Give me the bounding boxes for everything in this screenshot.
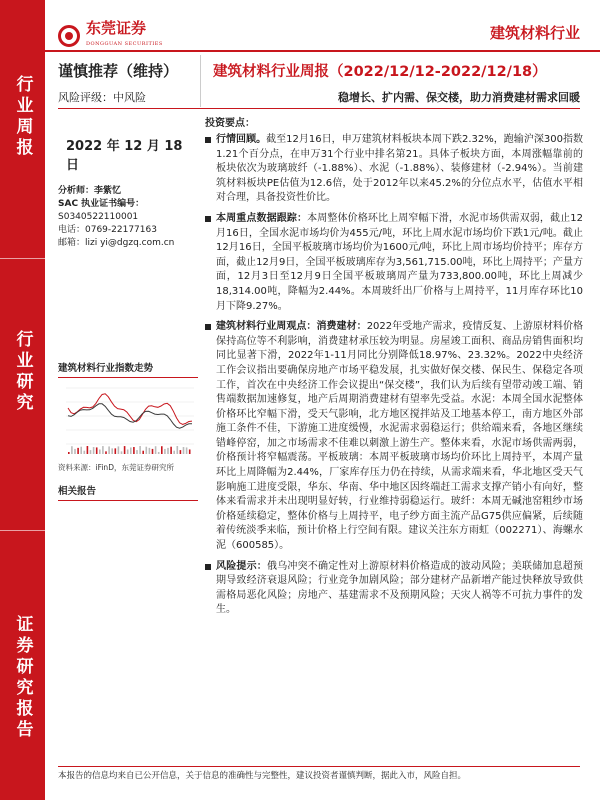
bullet-text: [216, 133, 583, 206]
chart-volume-bar: [124, 446, 126, 454]
analyst-name: [58, 185, 198, 198]
bullet-body: 截至12月16日，申万建筑材料板块本周下跌2.32%，跑输沪深300指数1.21个百分点，在申万31个行业中排名第21。具体子板块方面，本周涨幅靠前的板块依次为玻璃玻纤（-1.88%）、水泥（-1.88%）、装修建材（-2.94%）。当前建筑材料板块PE估值为12.6倍，处于2012年以来45.2%的分位点水平，估值水平相对合理，具备投资性价比。: [216, 134, 583, 204]
chart-title: 建筑材料行业指数走势: [58, 360, 198, 378]
analyst-license-label: [58, 198, 198, 211]
chart-volume-bar: [170, 447, 172, 454]
chart-volume-bar: [183, 447, 185, 454]
related-reports: 相关报告: [58, 483, 198, 501]
report-date: 2022 年 12 月 18 日: [66, 139, 183, 173]
analyst-phone: 电话：0769-22177163: [58, 225, 157, 235]
chart-volume-bar: [155, 446, 157, 454]
chart-volume-bar: [74, 449, 76, 454]
chart-volume-bar: [149, 448, 151, 454]
chart-volume-bar: [115, 448, 117, 454]
logo-sub: DONGGUAN SECURITIES: [86, 41, 163, 47]
bullet-text: [216, 212, 583, 314]
bullet-risk: [205, 560, 583, 618]
chart-volume-bar: [71, 446, 73, 454]
industry-label: 建筑材料行业: [489, 24, 580, 42]
chart-volume-bar: [127, 449, 129, 454]
chart-volume-bar: [167, 448, 169, 454]
chart-volume-bar: [152, 449, 154, 454]
chart-volume-bar: [146, 447, 148, 454]
chart-svg: [58, 380, 198, 462]
sidebar-divider: [0, 530, 45, 531]
bullet-head: 本周重点数据跟踪：: [216, 212, 308, 224]
bullet-head: 行情回顾。: [216, 134, 267, 145]
report-subtitle: 稳增长、扩内需、保交楼，助力消费建材需求回暖: [338, 91, 580, 104]
logo-text: [86, 20, 163, 52]
sidebar-text-research: 行业研究: [12, 330, 33, 414]
bullet-market-review: [205, 133, 583, 206]
chart-volume-bar: [130, 447, 132, 454]
chart-volume-bar: [90, 450, 92, 454]
chart-volume-bar: [133, 447, 135, 454]
chart-volume-bar: [87, 446, 89, 454]
chart-volume-bar: [186, 447, 188, 454]
bullet-weekly-view: [205, 320, 583, 554]
sidebar-text-weekly: 行业周报: [12, 75, 33, 159]
chart-volume-bar: [180, 450, 182, 454]
disclaimer: 本报告的信息均来自已公开信息，关于信息的准确性与完整性，建议投资者谨慎判断，据此入市，风险自担。: [58, 771, 467, 781]
chart-volume-bar: [173, 451, 175, 454]
sidebar-label-securities: [0, 615, 45, 741]
chart-source: 资料来源：iFinD，东莞证券研究所: [58, 463, 174, 472]
title-rule: [58, 108, 580, 109]
header-divider: [200, 55, 201, 107]
bullet-body: 2022年受地产需求，疫情反复、上游原材料价格保持高位等不利影响，消费建材承压较为明显。房屋竣工面积、商品房销售面积均同比显著下滑，2022年1-11月同比分别降低18.97%、23.32%。2022中央经济工作会议指出要确保房地产市场平稳发展，扎实做好保交楼、保民生、保稳定各项工作，首次在中央经济工作会议提出“保交楼”，我们认为后续有望带动竣工端、销售端数据加速修复，地产后周期消费建材有望率先受益。水泥：本周全国水泥整体价格环比窄幅下滑，受天气影响，北方地区搅拌站及工地基本停工，南方地区外部施工条件不佳，下游施工进度缓慢，水泥需求弱稳运行；供给端来看，各地区继续错峰停窑，加之市场需求不佳难以刺激上游生产。整体来看，水泥市场供需两弱，价格预计将窄幅震荡。平板玻璃：本周平板玻璃市场均价环比上周持平，本周产量环比上周降幅为2.44%，厂家库存压力仍在持续，从需求端来看，华北地区受天气影响施工进度受限，华东、华南、华中地区因终端赶工需求支撑产销小有向好，整体来看需求并未出现明显好转，行业维持弱稳运行。玻纤：本周无碱池窑粗纱市场价格延续稳定，整体价格与上周持平，电子纱方面主流产品G75供应偏紧，后续随着传统淡季来临，预计价格上行空间有限。建议关注东方雨虹（002271）、海螺水泥（600585）。: [216, 321, 584, 552]
analyst-name-text: 分析师：李紫忆: [58, 186, 122, 196]
chart-volume-bar: [164, 449, 166, 454]
points-heading: 投资要点：: [205, 118, 255, 129]
chart-volume-bar: [118, 446, 120, 454]
rating-label: 谨慎推荐（维持）: [58, 62, 179, 80]
bullet-square-icon: [205, 216, 211, 222]
company-logo: [58, 20, 163, 52]
analyst-info: [58, 135, 198, 250]
bullet-body: 本周整体价格环比上周窄幅下滑，水泥市场供需双弱，截止12月16日，全国水泥市场均价为455元/吨，环比上周水泥市场均价下跌1元/吨。截止12月16日，全国平板玻璃市场均价为1600元/吨，环比上周市场均价持平；库存方面，截止12月9日，全国平板玻璃库存为3,561,715.00吨，环比上周持平；产量方面，12月3日至12月9日全国平板玻璃周产量为733,800.00吨，环比上周减少18,314.00吨，降幅为2.44%。本周玻纤出厂价格与上周持平，11月库存环比10月下降9.27%。: [216, 212, 584, 312]
chart-volume-bar: [68, 452, 70, 454]
chart-volume-bar: [80, 447, 82, 454]
bullet-data-tracking: [205, 212, 583, 314]
report-title: 建筑材料行业周报（2022/12/12-2022/12/18）: [213, 64, 547, 80]
bullet-square-icon: [205, 564, 211, 570]
bullet-square-icon: [205, 137, 211, 143]
chart-volume-bar: [93, 447, 95, 454]
bullet-head: 风险提示：: [216, 560, 267, 572]
chart-volume-bar: [121, 451, 123, 454]
chart-volume-bar: [161, 446, 163, 454]
chart-volume-bar: [84, 451, 86, 454]
bullet-body: 俄乌冲突不确定性对上游原材料价格造成的波动风险；美联储加息超预期导致经济衰退风险；行业竞争加剧风险；部分建材产品新增产能过快释放导致供需格局恶化风险；房地产、基建需求不及预期风险；天灾人祸等不可抗力事件的发生。: [216, 560, 583, 616]
index-chart: [58, 360, 198, 460]
sidebar: [0, 0, 45, 800]
sidebar-text-securities: 证券研究报告: [12, 615, 33, 741]
chart-volume-bar: [142, 451, 144, 454]
chart-volume-bar: [158, 452, 160, 454]
chart-volume-bar: [77, 448, 79, 454]
chart-volume-bar: [99, 449, 101, 454]
bullet-square-icon: [205, 324, 211, 330]
footer-rule: [58, 766, 580, 767]
bullet-head: 建筑材料行业周观点：消费建材：: [216, 321, 367, 333]
chart-volume-bar: [136, 450, 138, 454]
sidebar-label-research: [0, 330, 45, 414]
chart-volume-bar: [177, 446, 179, 454]
chart-volume-bar: [111, 448, 113, 454]
bullet-text: [216, 320, 583, 554]
sidebar-label-weekly: [0, 75, 45, 159]
analyst-license-no: S0340522110001: [58, 212, 139, 222]
risk-rating: 风险评级：中风险: [58, 91, 146, 104]
header-rule: [45, 50, 600, 52]
logo-mark-icon: [58, 25, 80, 47]
bullet-text: [216, 560, 583, 618]
key-points: [205, 114, 583, 624]
license-label-text: SAC 执业证书编号：: [58, 199, 145, 209]
chart-volume-bar: [96, 447, 98, 454]
chart-volume-bar: [189, 449, 191, 454]
sidebar-divider: [0, 258, 45, 259]
logo-name: 东莞证券: [86, 19, 147, 37]
analyst-email[interactable]: 邮箱：lizi yi@dgzq.com.cn: [58, 238, 175, 248]
chart-volume-bar: [105, 451, 107, 454]
chart-volume-bar: [108, 446, 110, 454]
chart-volume-bar: [139, 446, 141, 454]
chart-volume-bar: [102, 446, 104, 454]
